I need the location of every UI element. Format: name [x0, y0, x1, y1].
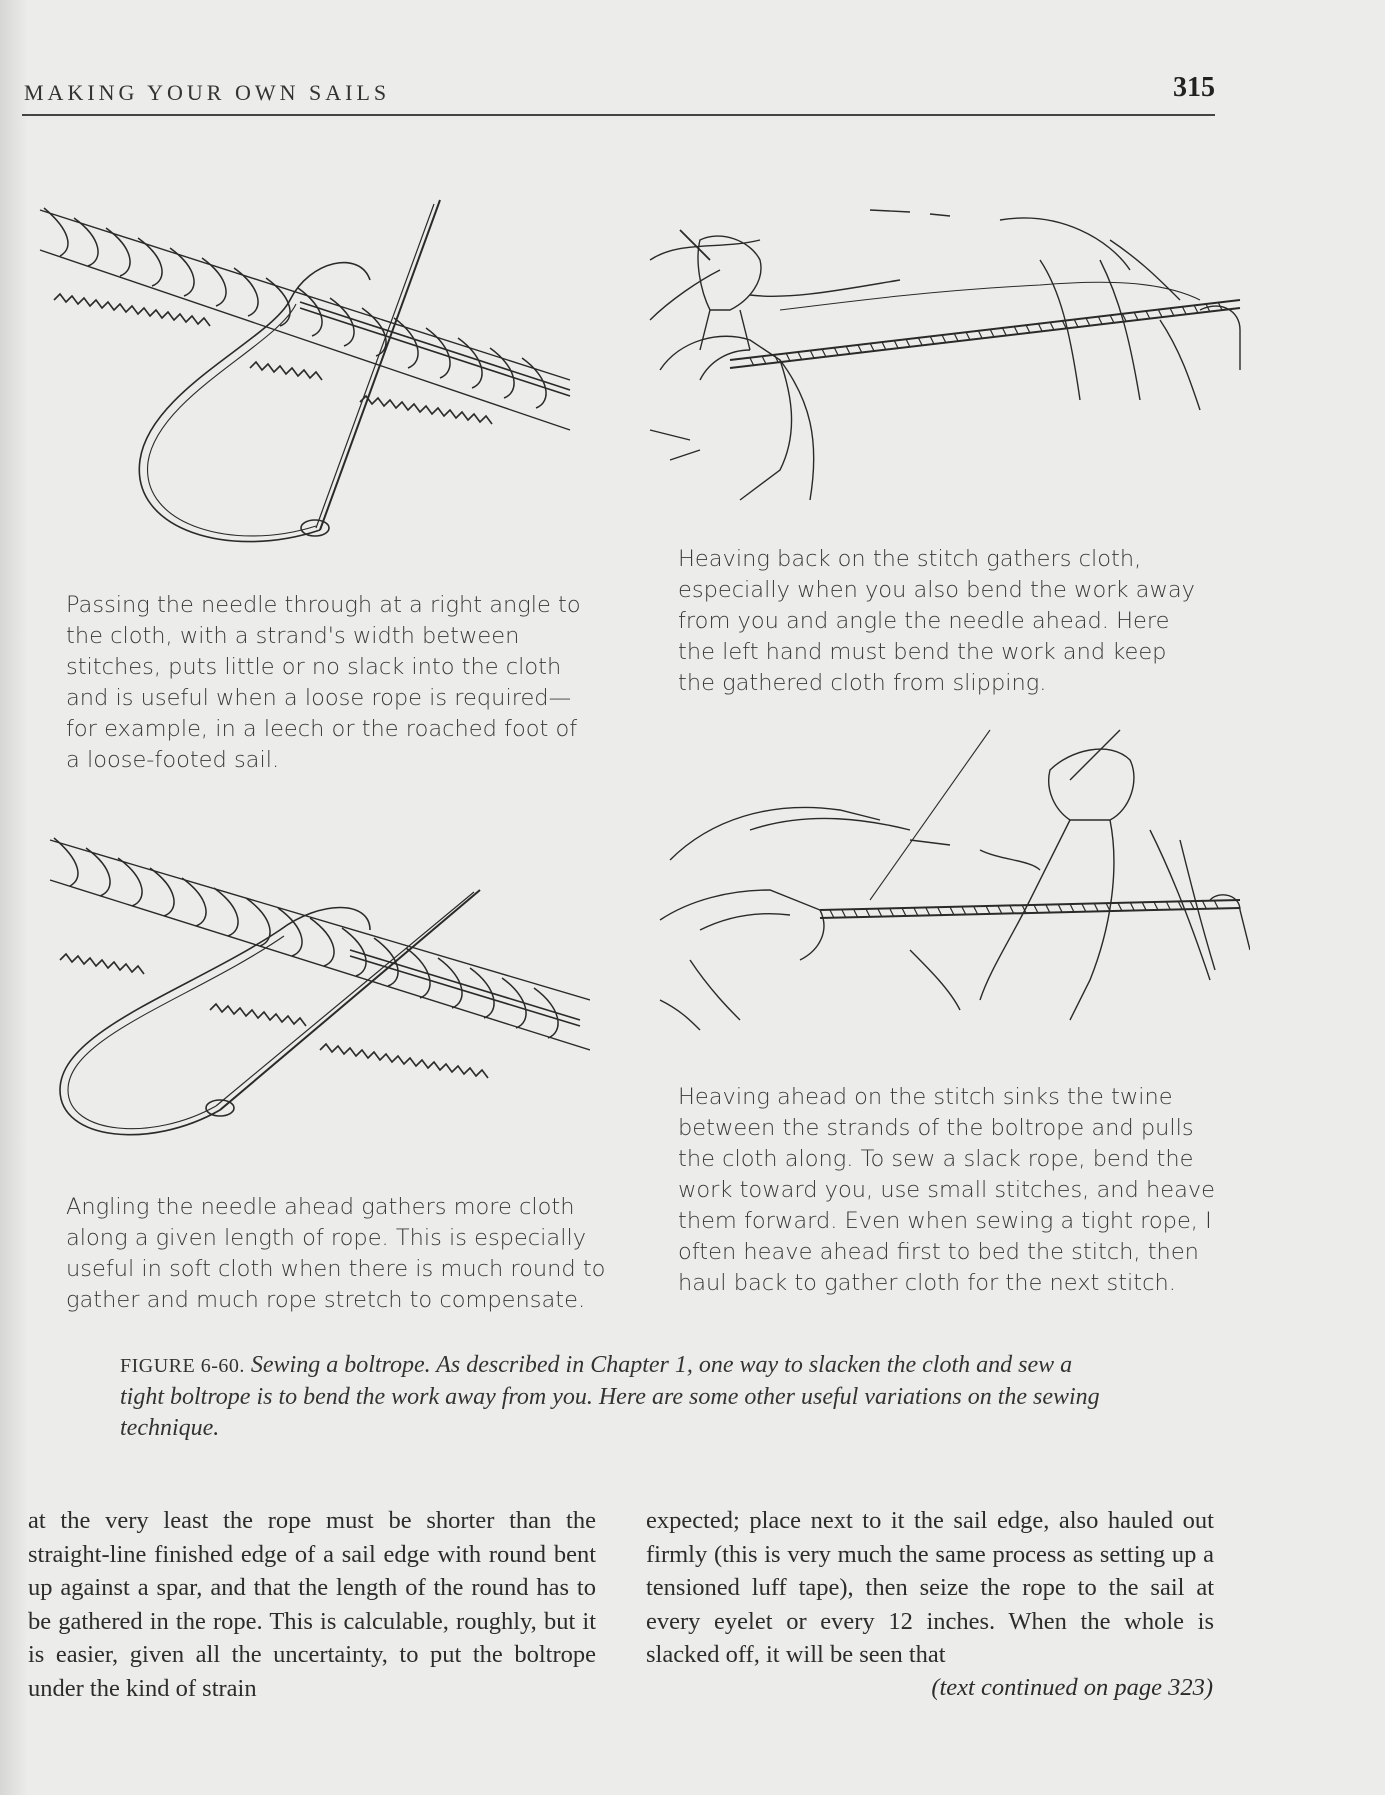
figure-caption: [120, 1350, 1120, 1444]
running-head: MAKING YOUR OWN SAILS: [24, 80, 391, 105]
body-paragraph-right: expected; place next to it the sail edge, also hauled out firmly (this is very much the same process as setting up a tensioned luff tape), then seize the rope to the sail at every eyelet or every 12 inches. When the whole is slacked off, it will be seen that: [646, 1507, 1214, 1669]
illustration-right-angle-stitch: [30, 190, 590, 570]
caption-bottom-left: Angling the needle ahead gathers more cloth along a given length of rope. This is especially useful in soft cloth when there is much round to gather and much rope stretch to compensate.: [66, 1194, 606, 1313]
figure-caption-text: Sewing a boltrope. As described in Chapter 1, one way to slacken the cloth and sew a tight boltrope is to bend the work away from you. Here are some other useful variations on the sewing technique.: [120, 1352, 1100, 1441]
body-column-right: [646, 1504, 1214, 1672]
caption-top-right: Heaving back on the stitch gathers cloth, especially when you also bend the work away from you and angle the needle ahead. Here the left hand must bend the work and keep the gathered cloth from slipping.: [678, 546, 1195, 696]
continuation-note: (text continued on page 323): [931, 1674, 1213, 1701]
illustration-heaving-ahead: [650, 720, 1250, 1060]
header-rule: [22, 114, 1215, 116]
illustration-angled-needle: [30, 830, 590, 1160]
caption-bottom-right: Heaving ahead on the stitch sinks the twine between the strands of the boltrope and pulls the cloth along. To sew a slack rope, bend the work toward you, use small stitches, and heave them forward. Even when sewing a tight rope, I often heave ahead first to bed the stitch, then haul back to gather cloth for the next stitch.: [678, 1084, 1216, 1296]
page-gutter-shade: [0, 0, 28, 1795]
page-number: 315: [1173, 72, 1215, 103]
illustration-heaving-back: [640, 200, 1260, 530]
body-paragraph-left: at the very least the rope must be shorter than the straight-line finished edge of a sail edge with round bent up against a spar, and that the length of the round has to be gathered in the rope. This is calculable, roughly, but it is easier, given all the uncertainty, to put the boltrope under the kind of strain: [28, 1507, 596, 1702]
body-column-left: [28, 1504, 596, 1706]
figure-label: FIGURE 6-60.: [120, 1355, 245, 1377]
caption-top-left: Passing the needle through at a right angle to the cloth, with a strand's width between stitches, puts little or no slack into the cloth and is useful when a loose rope is required—for example, in a leech or the roached foot of a loose-footed sail.: [66, 592, 581, 773]
